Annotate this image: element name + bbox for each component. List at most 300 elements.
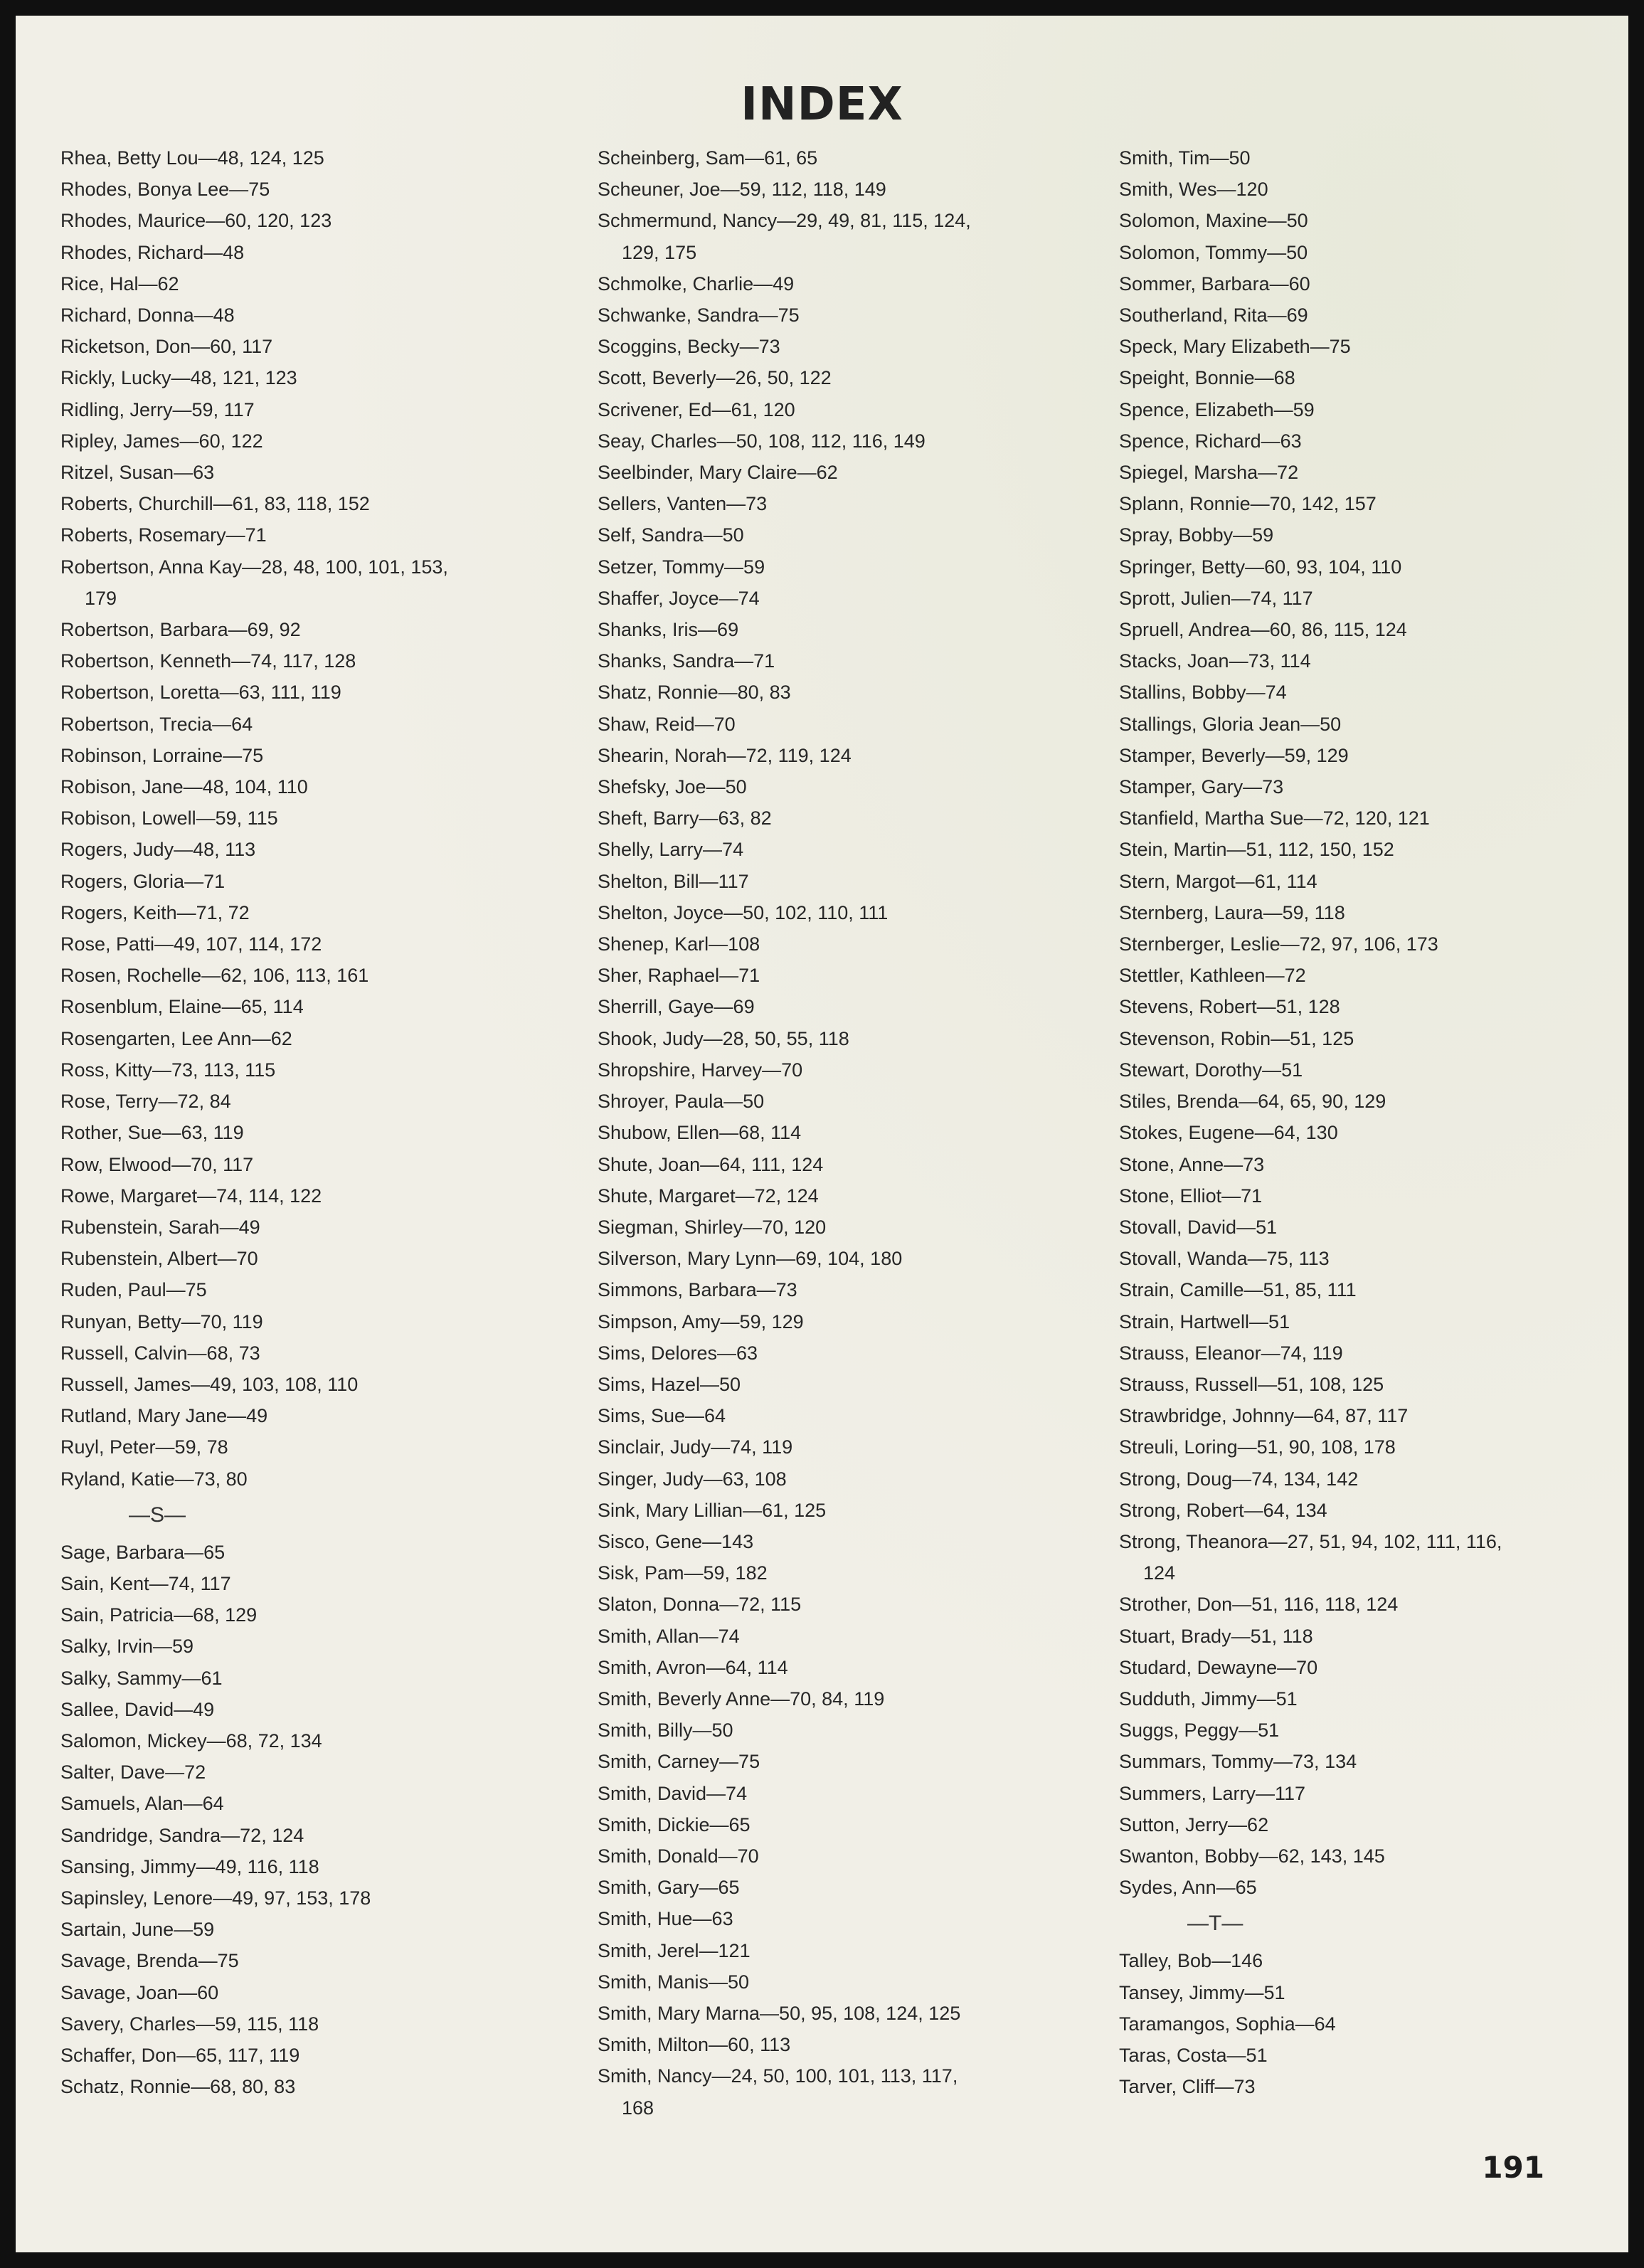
index-entry-text: Sapinsley, Lenore—49, 97, 153, 178 — [60, 1887, 371, 1909]
index-entry — [598, 268, 1096, 300]
index-entry-text: Rogers, Keith—71, 72 — [60, 901, 250, 923]
index-entry-text: Stamper, Beverly—59, 129 — [1119, 744, 1349, 766]
index-entry — [60, 740, 558, 771]
index-entry-text: Schaffer, Don—65, 117, 119 — [60, 2044, 300, 2066]
index-entry-text: Rother, Sue—63, 119 — [60, 1122, 244, 1144]
index-entry — [598, 205, 1096, 267]
index-entry-text: Ruden, Paul—75 — [60, 1279, 207, 1301]
index-entry-text: Ruyl, Peter—59, 78 — [60, 1436, 228, 1458]
index-entry-text: Robertson, Barbara—69, 92 — [60, 619, 301, 641]
index-entry-text: Smith, Hue—63 — [598, 1908, 733, 1930]
index-entry — [60, 1086, 558, 1117]
index-entry — [598, 142, 1096, 174]
index-entry — [1119, 1715, 1617, 1746]
index-entry-text: Shaw, Reid—70 — [598, 713, 736, 735]
index-entry-text: Shanks, Iris—69 — [598, 619, 739, 641]
index-entry-text: Stallins, Bobby—74 — [1119, 682, 1287, 704]
section-letter-heading: —T— — [1187, 1912, 1243, 1936]
index-entry-text: Shubow, Ellen—68, 114 — [598, 1122, 802, 1144]
index-entry-text: Stettler, Kathleen—72 — [1119, 965, 1306, 987]
index-entry-text: Stewart, Dorothy—51 — [1119, 1059, 1303, 1081]
index-entry-text: Strauss, Russell—51, 108, 125 — [1119, 1373, 1384, 1395]
index-entry-text: Schwanke, Sandra—75 — [598, 304, 800, 327]
index-entry — [60, 519, 558, 551]
index-entry-text: Smith, Milton—60, 113 — [598, 2034, 791, 2056]
index-entry-text: Rogers, Gloria—71 — [60, 870, 226, 892]
index-entry-text: Solomon, Maxine—50 — [1119, 210, 1308, 232]
index-entry-text: Southerland, Rita—69 — [1119, 304, 1308, 327]
index-entry — [60, 1212, 558, 1243]
index-entry-text: Ross, Kitty—73, 113, 115 — [60, 1059, 276, 1081]
index-entry — [60, 1149, 558, 1180]
index-entry-text: Scheinberg, Sam—61, 65 — [598, 147, 818, 169]
index-entry-text: Strother, Don—51, 116, 118, 124 — [1119, 1594, 1399, 1616]
index-entry — [60, 551, 558, 614]
index-entry — [60, 1756, 558, 1788]
index-entry — [1119, 1086, 1617, 1117]
index-entry-text: Seelbinder, Mary Claire—62 — [598, 462, 838, 484]
index-entry — [1119, 991, 1617, 1022]
index-entry-text: Samuels, Alan—64 — [60, 1793, 224, 1815]
index-entry-text: Spiegel, Marsha—72 — [1119, 462, 1299, 484]
index-entry-text: Smith, Dickie—65 — [598, 1813, 751, 1835]
index-entry — [60, 205, 558, 236]
index-entry-text: Sartain, June—59 — [60, 1919, 215, 1941]
index-entry — [60, 1243, 558, 1274]
index-entry-text: Shearin, Norah—72, 119, 124 — [598, 744, 852, 766]
index-entry — [60, 331, 558, 362]
index-entry — [1119, 1337, 1617, 1369]
index-entry — [60, 268, 558, 300]
index-entry — [598, 300, 1096, 331]
index-entry-text: Sellers, Vanten—73 — [598, 493, 768, 515]
index-entry — [60, 300, 558, 331]
index-entry-text: Streuli, Loring—51, 90, 108, 178 — [1119, 1436, 1396, 1458]
index-entry-text: Sage, Barbara—65 — [60, 1541, 226, 1563]
index-entry-text: Robertson, Trecia—64 — [60, 713, 253, 735]
index-entry — [598, 1495, 1096, 1526]
index-entry-text: Robison, Lowell—59, 115 — [60, 807, 278, 830]
index-entry — [1119, 300, 1617, 331]
index-entry-text: Sandridge, Sandra—72, 124 — [60, 1824, 304, 1846]
index-entry — [598, 928, 1096, 960]
index-entry — [60, 2008, 558, 2040]
index-entry — [1119, 1652, 1617, 1683]
index-entry — [1119, 1306, 1617, 1337]
index-entry-text: Smith, Billy—50 — [598, 1719, 733, 1742]
index-entry-text: Shook, Judy—28, 50, 55, 118 — [598, 1027, 849, 1049]
section-letter-heading: —S— — [129, 1503, 186, 1527]
index-entry-text: Sher, Raphael—71 — [598, 965, 760, 987]
index-entry — [598, 1621, 1096, 1652]
page-number: 191 — [1482, 2150, 1544, 2185]
index-entry — [1119, 237, 1617, 268]
index-entry — [598, 1966, 1096, 1998]
index-entry — [598, 2060, 1096, 2123]
index-entry — [598, 1557, 1096, 1589]
index-entry — [1119, 174, 1617, 205]
index-entry-text: Shanks, Sandra—71 — [598, 650, 775, 672]
index-entry-text: Summars, Tommy—73, 134 — [1119, 1751, 1357, 1773]
index-entry — [1119, 1243, 1617, 1274]
index-entry — [60, 1694, 558, 1725]
index-entry-text: Stevenson, Robin—51, 125 — [1119, 1027, 1354, 1049]
index-entry-text: Scrivener, Ed—61, 120 — [598, 398, 795, 420]
index-entry-text: Solomon, Tommy—50 — [1119, 241, 1308, 263]
index-entry — [598, 1023, 1096, 1054]
index-entry — [1119, 709, 1617, 740]
index-entry — [1119, 2040, 1617, 2071]
index-entry-text: Rhodes, Richard—48 — [60, 241, 245, 263]
index-entry-text: Shute, Margaret—72, 124 — [598, 1185, 819, 1207]
index-entry — [1119, 1149, 1617, 1180]
index-entry-continuation: 124 — [1143, 1562, 1176, 1584]
index-entry — [598, 1526, 1096, 1557]
index-entry-text: Rubenstein, Albert—70 — [60, 1248, 258, 1270]
index-entry-text: Sutton, Jerry—62 — [1119, 1813, 1269, 1835]
index-entry-text: Rose, Patti—49, 107, 114, 172 — [60, 933, 322, 955]
index-entry — [60, 425, 558, 457]
index-entry-text: Sternberger, Leslie—72, 97, 106, 173 — [1119, 933, 1438, 955]
index-entry-text: Strong, Theanora—27, 51, 94, 102, 111, 116, — [1119, 1530, 1502, 1552]
index-entry — [1119, 1589, 1617, 1620]
index-entry-text: Stokes, Eugene—64, 130 — [1119, 1122, 1338, 1144]
index-entry — [60, 802, 558, 834]
index-entry — [60, 362, 558, 393]
index-entry — [60, 1274, 558, 1305]
index-entry — [1119, 1683, 1617, 1715]
index-entry-text: Tarver, Cliff—73 — [1119, 2076, 1256, 2098]
index-entry — [598, 1086, 1096, 1117]
index-entry-text: Rhodes, Bonya Lee—75 — [60, 179, 270, 201]
index-entry-text: Ridling, Jerry—59, 117 — [60, 398, 255, 420]
index-entry — [598, 740, 1096, 771]
index-column-left — [60, 142, 558, 2102]
index-entry-text: Stone, Anne—73 — [1119, 1153, 1265, 1175]
index-entry-text: Savery, Charles—59, 115, 118 — [60, 2013, 319, 2035]
index-entry-text: Sisk, Pam—59, 182 — [598, 1562, 768, 1584]
index-entry — [1119, 551, 1617, 583]
index-entry-text: Seay, Charles—50, 108, 112, 116, 149 — [598, 430, 926, 452]
index-entry — [598, 1840, 1096, 1872]
index-entry — [1119, 1117, 1617, 1148]
index-entry — [598, 1431, 1096, 1463]
index-entry — [1119, 1945, 1617, 1976]
index-entry-text: Shefsky, Joe—50 — [598, 776, 747, 798]
index-entry — [1119, 488, 1617, 519]
index-entry — [598, 425, 1096, 457]
index-entry — [60, 1180, 558, 1212]
index-entry — [60, 866, 558, 897]
index-entry — [1119, 677, 1617, 708]
index-entry-text: Simpson, Amy—59, 129 — [598, 1310, 804, 1332]
index-entry — [60, 1431, 558, 1463]
index-entry-text: Sternberg, Laura—59, 118 — [1119, 901, 1345, 923]
index-entry-text: Ritzel, Susan—63 — [60, 462, 215, 484]
index-entry-text: Smith, Donald—70 — [598, 1845, 759, 1867]
index-entry — [60, 897, 558, 928]
index-column-middle — [598, 142, 1096, 2124]
index-entry-text: Studard, Dewayne—70 — [1119, 1656, 1318, 1678]
index-entry — [60, 1725, 558, 1756]
index-entry-text: Rosen, Rochelle—62, 106, 113, 161 — [60, 965, 369, 987]
index-entry-text: Strong, Doug—74, 134, 142 — [1119, 1468, 1359, 1490]
index-entry-text: Sain, Kent—74, 117 — [60, 1572, 231, 1594]
index-entry-text: Smith, David—74 — [598, 1782, 748, 1804]
index-entry-continuation: 179 — [85, 587, 117, 609]
index-entry — [60, 1945, 558, 1976]
index-entry — [60, 834, 558, 865]
index-entry — [1119, 645, 1617, 677]
index-entry — [1119, 1274, 1617, 1305]
index-entry — [1119, 897, 1617, 928]
index-entry — [598, 174, 1096, 205]
index-entry — [598, 1935, 1096, 1966]
index-entry — [60, 928, 558, 960]
index-entry-text: Stevens, Robert—51, 128 — [1119, 996, 1340, 1018]
index-entry — [60, 991, 558, 1022]
index-entry — [1119, 960, 1617, 991]
index-entry — [1119, 1495, 1617, 1526]
index-entry — [60, 1117, 558, 1148]
index-entry-text: Sherrill, Gaye—69 — [598, 996, 755, 1018]
index-entry-text: Smith, Wes—120 — [1119, 179, 1268, 201]
index-entry — [598, 1274, 1096, 1305]
index-entry — [598, 1903, 1096, 1934]
index-entry-text: Stern, Margot—61, 114 — [1119, 870, 1317, 892]
index-entry — [60, 1054, 558, 1086]
index-entry-text: Shropshire, Harvey—70 — [598, 1059, 803, 1081]
index-entry-text: Smith, Manis—50 — [598, 1971, 750, 1993]
index-entry — [1119, 519, 1617, 551]
index-entry-text: Robertson, Loretta—63, 111, 119 — [60, 682, 341, 704]
index-entry — [1119, 583, 1617, 614]
index-entry — [1119, 1526, 1617, 1589]
index-entry-text: Swanton, Bobby—62, 143, 145 — [1119, 1845, 1385, 1867]
index-column-right — [1119, 142, 1617, 2102]
index-entry — [598, 1809, 1096, 1840]
index-entry — [598, 802, 1096, 834]
index-entry-text: Ripley, James—60, 122 — [60, 430, 263, 452]
index-entry — [598, 614, 1096, 645]
index-entry — [598, 1306, 1096, 1337]
index-entry-text: Stallings, Gloria Jean—50 — [1119, 713, 1342, 735]
index-entry-text: Stamper, Gary—73 — [1119, 776, 1284, 798]
index-entry — [1119, 866, 1617, 897]
index-entry — [1119, 1840, 1617, 1872]
index-entry — [60, 142, 558, 174]
index-entry-text: Robertson, Kenneth—74, 117, 128 — [60, 650, 356, 672]
index-entry — [60, 488, 558, 519]
index-entry-text: Sims, Delores—63 — [598, 1342, 758, 1364]
index-entry-text: Summers, Larry—117 — [1119, 1782, 1306, 1804]
index-entry — [598, 1337, 1096, 1369]
index-entry-text: Speck, Mary Elizabeth—75 — [1119, 336, 1351, 358]
index-entry-text: Strain, Hartwell—51 — [1119, 1310, 1290, 1332]
index-entry — [598, 519, 1096, 551]
index-entry — [1119, 1977, 1617, 2008]
index-entry-text: Sallee, David—49 — [60, 1698, 215, 1720]
index-entry — [598, 1589, 1096, 1620]
index-entry-text: Smith, Nancy—24, 50, 100, 101, 113, 117, — [598, 2065, 958, 2087]
index-entry — [598, 866, 1096, 897]
index-entry-text: Strain, Camille—51, 85, 111 — [1119, 1279, 1357, 1301]
index-entry — [598, 709, 1096, 740]
index-entry-text: Schmolke, Charlie—49 — [598, 272, 795, 295]
index-entry — [1119, 2008, 1617, 2040]
index-entry-text: Runyan, Betty—70, 119 — [60, 1310, 263, 1332]
index-entry-text: Rhodes, Maurice—60, 120, 123 — [60, 210, 332, 232]
index-entry-text: Rhea, Betty Lou—48, 124, 125 — [60, 147, 324, 169]
index-entry — [1119, 425, 1617, 457]
index-entry-text: Shelly, Larry—74 — [598, 839, 744, 861]
index-entry-text: Rice, Hal—62 — [60, 272, 179, 295]
index-entry — [60, 1568, 558, 1599]
index-entry — [598, 331, 1096, 362]
index-entry — [60, 677, 558, 708]
index-entry — [598, 1180, 1096, 1212]
index-entry-text: Robinson, Lorraine—75 — [60, 744, 264, 766]
index-entry-text: Shaffer, Joyce—74 — [598, 587, 760, 609]
index-entry — [598, 1117, 1096, 1148]
index-entry — [1119, 1621, 1617, 1652]
index-entry — [598, 583, 1096, 614]
index-entry-text: Rogers, Judy—48, 113 — [60, 839, 256, 861]
index-entry — [598, 1715, 1096, 1746]
index-entry — [60, 1820, 558, 1851]
index-entry-text: Splann, Ronnie—70, 142, 157 — [1119, 493, 1377, 515]
index-entry — [598, 457, 1096, 488]
index-entry — [60, 1337, 558, 1369]
index-entry-text: Suggs, Peggy—51 — [1119, 1719, 1280, 1742]
index-entry — [1119, 331, 1617, 362]
index-entry-text: Salomon, Mickey—68, 72, 134 — [60, 1729, 322, 1752]
index-entry-text: Stiles, Brenda—64, 65, 90, 129 — [1119, 1091, 1386, 1113]
index-entry — [1119, 394, 1617, 425]
index-entry — [598, 897, 1096, 928]
index-entry-text: Rutland, Mary Jane—49 — [60, 1405, 268, 1427]
index-entry-text: Tansey, Jimmy—51 — [1119, 1981, 1285, 2003]
index-entry-text: Self, Sandra—50 — [598, 524, 744, 546]
index-entry — [1119, 1054, 1617, 1086]
index-entry — [1119, 802, 1617, 834]
index-entry — [1119, 457, 1617, 488]
index-entry-continuation: 129, 175 — [622, 241, 697, 263]
index-entry — [1119, 1369, 1617, 1400]
index-entry-text: Spray, Bobby—59 — [1119, 524, 1274, 546]
index-entry — [598, 1652, 1096, 1683]
index-entry — [598, 1400, 1096, 1431]
page-title: INDEX — [741, 78, 903, 131]
index-entry-text: Silverson, Mary Lynn—69, 104, 180 — [598, 1248, 903, 1270]
index-entry-text: Row, Elwood—70, 117 — [60, 1153, 254, 1175]
index-entry — [1119, 1463, 1617, 1495]
index-entry — [598, 1463, 1096, 1495]
index-entry-text: Sinclair, Judy—74, 119 — [598, 1436, 793, 1458]
index-entry-text: Sisco, Gene—143 — [598, 1530, 754, 1552]
index-entry-text: Setzer, Tommy—59 — [598, 556, 765, 578]
index-entry — [598, 677, 1096, 708]
index-entry-text: Schatz, Ronnie—68, 80, 83 — [60, 2076, 296, 2098]
index-entry — [598, 771, 1096, 802]
index-entry-text: Stovall, Wanda—75, 113 — [1119, 1248, 1330, 1270]
index-entry-text: Stovall, David—51 — [1119, 1216, 1278, 1238]
index-entry — [598, 1778, 1096, 1809]
index-entry-text: Sims, Sue—64 — [598, 1405, 726, 1427]
index-entry — [1119, 1809, 1617, 1840]
index-entry-text: Scheuner, Joe—59, 112, 118, 149 — [598, 179, 886, 201]
index-entry — [1119, 205, 1617, 236]
index-entry-text: Singer, Judy—63, 108 — [598, 1468, 787, 1490]
index-entry-text: Slaton, Donna—72, 115 — [598, 1594, 802, 1616]
index-entry — [598, 1054, 1096, 1086]
index-entry-text: Smith, Tim—50 — [1119, 147, 1251, 169]
index-entry — [598, 991, 1096, 1022]
index-entry — [1119, 1212, 1617, 1243]
index-entry — [60, 237, 558, 268]
index-entry-text: Robertson, Anna Kay—28, 48, 100, 101, 153, — [60, 556, 448, 578]
index-entry-text: Sink, Mary Lillian—61, 125 — [598, 1499, 827, 1521]
index-entry-text: Speight, Bonnie—68 — [1119, 367, 1295, 389]
index-entry-text: Sprott, Julien—74, 117 — [1119, 587, 1313, 609]
index-entry — [598, 1212, 1096, 1243]
index-entry-text: Scoggins, Becky—73 — [598, 336, 780, 358]
index-entry-text: Rickly, Lucky—48, 121, 123 — [60, 367, 297, 389]
index-entry-text: Taras, Costa—51 — [1119, 2044, 1268, 2066]
index-entry — [598, 488, 1096, 519]
index-entry — [1119, 2071, 1617, 2102]
index-entry-text: Simmons, Barbara—73 — [598, 1279, 797, 1301]
index-entry-text: Stone, Elliot—71 — [1119, 1185, 1263, 1207]
index-entry-text: Stein, Martin—51, 112, 150, 152 — [1119, 839, 1394, 861]
index-entry — [1119, 1746, 1617, 1777]
index-entry-text: Ricketson, Don—60, 117 — [60, 336, 273, 358]
index-entry-text: Strong, Robert—64, 134 — [1119, 1499, 1327, 1521]
index-entry-text: Salky, Irvin—59 — [60, 1636, 194, 1658]
index-entry-text: Roberts, Churchill—61, 83, 118, 152 — [60, 493, 370, 515]
index-entry-text: Taramangos, Sophia—64 — [1119, 2013, 1336, 2035]
index-entry-text: Smith, Avron—64, 114 — [598, 1656, 788, 1678]
index-entry-text: Rosengarten, Lee Ann—62 — [60, 1027, 292, 1049]
index-entry-text: Sheft, Barry—63, 82 — [598, 807, 772, 830]
index-entry-text: Siegman, Shirley—70, 120 — [598, 1216, 827, 1238]
index-entry-text: Strauss, Eleanor—74, 119 — [1119, 1342, 1343, 1364]
index-entry — [60, 1463, 558, 1495]
index-entry — [60, 771, 558, 802]
index-entry-text: Russell, Calvin—68, 73 — [60, 1342, 260, 1364]
index-entry — [60, 709, 558, 740]
index-entry — [60, 1663, 558, 1694]
index-entry-text: Springer, Betty—60, 93, 104, 110 — [1119, 556, 1402, 578]
index-entry — [1119, 928, 1617, 960]
index-entry — [1119, 1023, 1617, 1054]
index-entry-text: Rowe, Margaret—74, 114, 122 — [60, 1185, 322, 1207]
index-entry-text: Savage, Joan—60 — [60, 1981, 219, 2003]
index-entry-text: Robison, Jane—48, 104, 110 — [60, 776, 308, 798]
index-entry — [598, 394, 1096, 425]
index-entry-text: Shenep, Karl—108 — [598, 933, 760, 955]
index-entry — [60, 1914, 558, 1945]
index-entry — [1119, 1431, 1617, 1463]
index-entry — [598, 1998, 1096, 2029]
index-entry — [598, 960, 1096, 991]
index-entry — [1119, 268, 1617, 300]
index-entry-text: Sudduth, Jimmy—51 — [1119, 1687, 1298, 1710]
index-entry-text: Smith, Allan—74 — [598, 1625, 740, 1647]
index-entry-text: Rosenblum, Elaine—65, 114 — [60, 996, 304, 1018]
index-entry-text: Talley, Bob—146 — [1119, 1950, 1263, 1972]
index-entry — [1119, 834, 1617, 865]
